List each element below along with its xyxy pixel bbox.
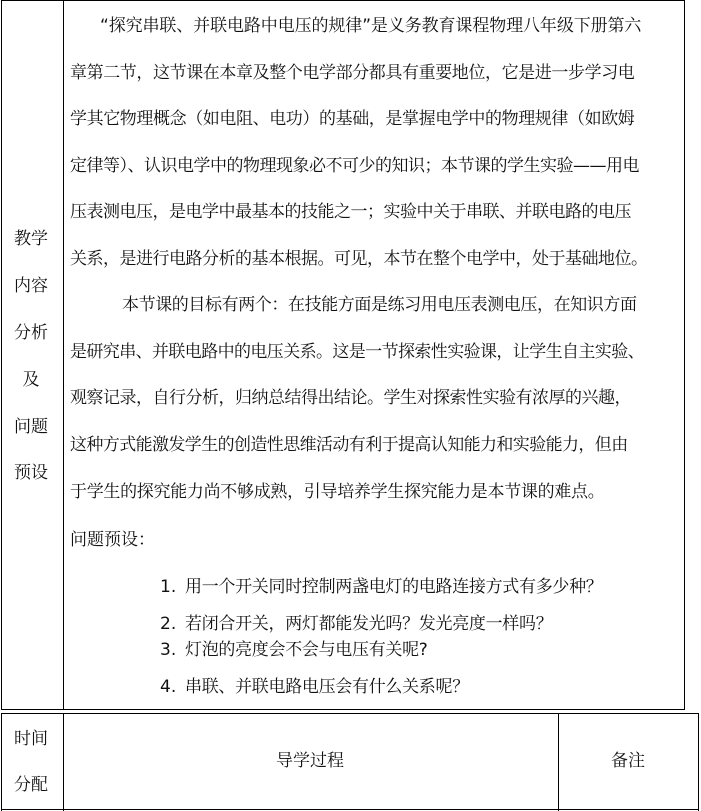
question-text: 用一个开关同时控制两盏电灯的电路连接方式有多少种？ [185, 577, 603, 597]
question-number: 3. [160, 640, 177, 660]
paragraph-line: 章第二节，这节课在本章及整个电学部分都具有重要地位，它是进一步学习电 [70, 63, 635, 83]
paragraph-line: 定律等）、认识电学中的物理现象必不可少的知识；本节课的学生实验——用电 [70, 156, 639, 176]
paragraph-line: “探究串联、并联电路中电压的规律”是义务教育课程物理八年级下册第六 [100, 16, 642, 36]
time-label-line2: 分配 [14, 775, 48, 795]
question-number: 1. [160, 577, 177, 597]
section-label-char: 问题 [14, 417, 48, 437]
section-label-char: 内容 [14, 276, 48, 296]
paragraph-line: 本节课的目标有两个：在技能方面是练习用电压表测电压，在知识方面 [122, 295, 637, 315]
time-column-divider [63, 713, 64, 811]
paragraph-line: 这种方式能激发学生的创造性思维活动有利于提高认知能力和实验能力，但由 [70, 435, 628, 455]
section-label-char: 教学 [14, 229, 48, 249]
paragraph-line: 压表测电压，是电学中最基本的技能之一；实验中关于串联、并联电路的电压 [70, 202, 631, 222]
lower-left-border [1, 713, 2, 811]
paragraph-line: 学其它物理概念（如电阻、电功）的基础，是掌握电学中的物理规律（如欧姆 [70, 109, 635, 129]
upper-table-bottom-border [1, 709, 685, 710]
top-border [1, 0, 685, 1]
notes-column-divider [558, 713, 559, 811]
notes-column-header: 备注 [611, 751, 645, 771]
process-column-header: 导学过程 [276, 751, 344, 771]
time-label-line1: 时间 [14, 729, 48, 749]
paragraph-line: 是研究串、并联电路中的电压关系。这是一节探索性实验课，让学生自主实验、 [70, 342, 644, 362]
label-column-divider [63, 0, 64, 710]
lower-table-bottom-border [1, 809, 699, 810]
question-text: 若闭合开关，两灯都能发光吗？发光亮度一样吗？ [185, 614, 553, 634]
paragraph-line: 观察记录，自行分析，归纳总结得出结论。学生对探索性实验有浓厚的兴趣， [70, 388, 631, 408]
paragraph-line: 关系，是进行电路分析的基本根据。可见，本节在整个电学中，处于基础地位。 [70, 249, 648, 269]
section-label-char: 分析 [14, 323, 48, 343]
section-label-char: 预设 [14, 463, 48, 483]
paragraph-line: 于学生的探究能力尚不够成熟，引导培养学生探究能力是本节课的难点。 [70, 482, 605, 502]
right-border [684, 0, 685, 710]
left-border [1, 0, 2, 710]
questions-title: 问题预设： [70, 530, 155, 550]
question-number: 4. [160, 677, 177, 697]
question-number: 2. [160, 614, 177, 634]
question-text: 串联、并联电路电压会有什么关系呢？ [185, 677, 469, 697]
lower-right-border [698, 713, 699, 811]
lower-table-top-border [1, 713, 699, 714]
question-text: 灯泡的亮度会不会与电压有关呢? [185, 640, 428, 660]
section-label-char: 及 [22, 370, 40, 390]
